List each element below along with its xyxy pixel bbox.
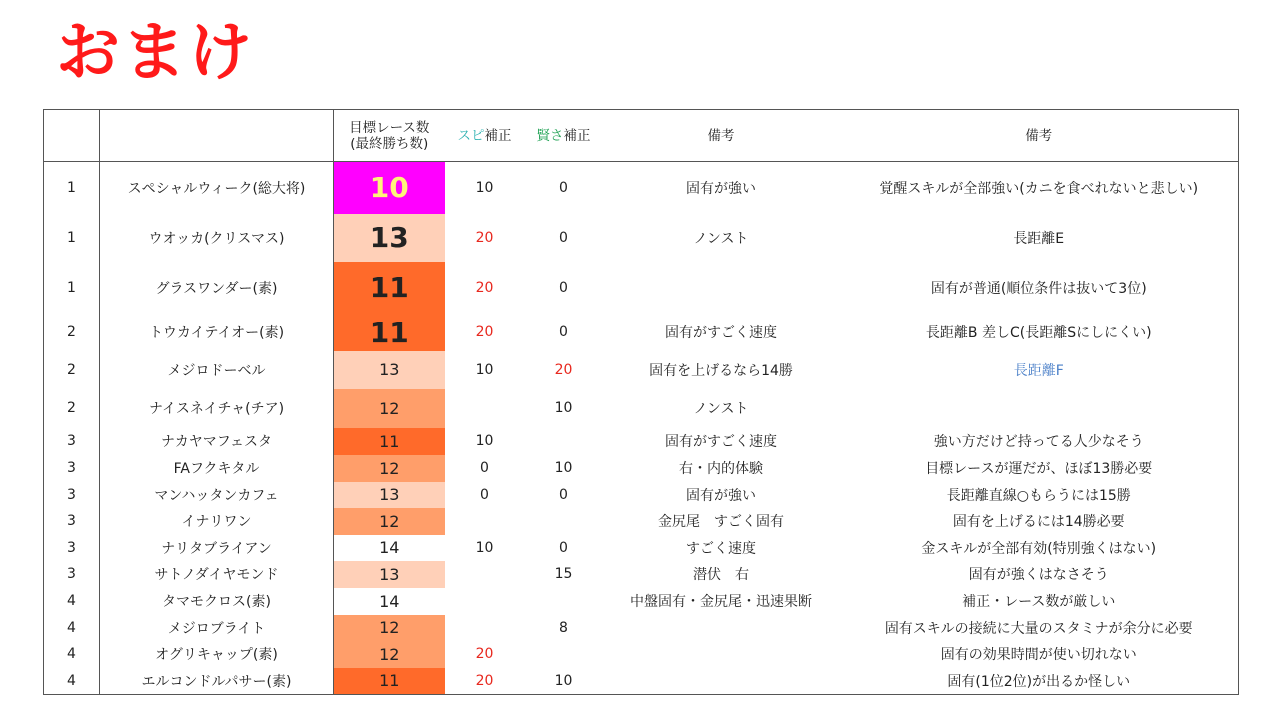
table-row: [44, 508, 1239, 535]
cell-races: 12: [334, 455, 445, 482]
col-header-name: [100, 110, 334, 162]
cell-speed: [445, 389, 525, 428]
cell-rank: 2: [44, 314, 100, 351]
cell-name: メジロブライト: [100, 615, 334, 641]
cell-races: 10: [334, 162, 445, 214]
cell-wisdom: [525, 641, 603, 668]
cell-speed: 10: [475, 539, 494, 556]
page-title: おまけ: [56, 16, 254, 90]
cell-rank: 1: [44, 262, 100, 314]
cell-note2: 固有が普通(順位条件は抜いて3位): [840, 262, 1239, 314]
cell-races: 13: [334, 214, 445, 262]
cell-races: 12: [334, 508, 445, 535]
cell-note2: 覚醒スキルが全部強い(カニを食べれないと悲しい): [840, 162, 1239, 214]
cell-wisdom: 0: [559, 179, 568, 196]
table-row: [44, 262, 1239, 314]
cell-note1: 固有を上げるなら14勝: [649, 362, 793, 379]
table-row: [44, 561, 1239, 588]
cell-rank: 3: [44, 508, 100, 535]
cell-speed: 0: [480, 486, 489, 503]
cell-wisdom: [525, 588, 603, 615]
cell-note1: 中盤固有・金尻尾・迅速果断: [630, 594, 812, 610]
cell-note2: [840, 389, 1239, 428]
cell-speed: 20: [475, 646, 494, 662]
cell-note2: 固有を上げるには14勝必要: [840, 508, 1239, 535]
cell-name: マンハッタンカフェ: [100, 482, 334, 508]
table-row: [44, 428, 1239, 455]
cell-note2: 長距離直線○もらうには15勝: [840, 482, 1239, 508]
cell-name: スペシャルウィーク(総大将): [100, 162, 334, 214]
cell-rank: 1: [44, 214, 100, 262]
col-header-races-line2: (最終勝ち数): [350, 135, 429, 152]
cell-wisdom: [525, 508, 603, 535]
cell-note1: 固有がすごく速度: [665, 325, 777, 341]
cell-note2: 金スキルが全部有効(特別強くはない): [840, 535, 1239, 561]
table-row: [44, 455, 1239, 482]
cell-speed: 10: [475, 361, 494, 378]
cell-note2: 固有が強くはなさそう: [840, 561, 1239, 588]
table-row: [44, 535, 1239, 561]
table-row: [44, 615, 1239, 641]
cell-note1: [603, 615, 840, 641]
col-header-speed-rest: 補正: [484, 127, 512, 144]
cell-name: メジロドーベル: [100, 351, 334, 389]
cell-note1: [603, 668, 840, 695]
cell-note1: [603, 641, 840, 668]
cell-name: ウオッカ(クリスマス): [100, 214, 334, 262]
table-row: [44, 389, 1239, 428]
cell-races: 11: [334, 668, 445, 695]
cell-speed: 10: [475, 433, 494, 449]
cell-name: オグリキャップ(素): [100, 641, 334, 668]
cell-races: 12: [334, 389, 445, 428]
cell-speed: 20: [445, 668, 525, 695]
cell-note2: 補正・レース数が厳しい: [840, 588, 1239, 615]
cell-rank: 3: [44, 455, 100, 482]
cell-note2: 長距離B 差しC(長距離Sにしにくい): [840, 314, 1239, 351]
ranking-table: [43, 109, 1239, 695]
cell-name: タマモクロス(素): [100, 588, 334, 615]
table-row: [44, 214, 1239, 262]
table-row: [44, 588, 1239, 615]
cell-name: ナイスネイチャ(チア): [100, 389, 334, 428]
table-row: [44, 668, 1239, 695]
cell-speed: [445, 561, 525, 588]
cell-rank: 2: [44, 389, 100, 428]
cell-rank: 4: [44, 615, 100, 641]
cell-wisdom: 0: [559, 279, 568, 296]
cell-note2: 長距離E: [840, 214, 1239, 262]
cell-rank: 3: [44, 561, 100, 588]
cell-wisdom: 0: [559, 229, 568, 246]
cell-races: 13: [334, 561, 445, 588]
cell-note1: ノンスト: [693, 401, 749, 417]
cell-note1: 潜伏 右: [693, 567, 749, 583]
cell-speed: [445, 615, 525, 641]
cell-speed: [445, 588, 525, 615]
cell-speed: 10: [475, 179, 494, 196]
cell-wisdom: 0: [559, 324, 568, 340]
cell-races: 14: [334, 535, 445, 561]
cell-name: FAフクキタル: [100, 455, 334, 482]
cell-wisdom: 20: [554, 361, 573, 378]
cell-races: 12: [334, 641, 445, 668]
cell-rank: 1: [44, 162, 100, 214]
cell-rank: 4: [44, 641, 100, 668]
cell-rank: 4: [44, 668, 100, 695]
cell-wisdom: 10: [525, 668, 603, 695]
cell-note2: 固有(1位2位)が出るか怪しい: [840, 668, 1239, 695]
cell-races: 13: [334, 351, 445, 389]
col-header-wisdom-rest: 補正: [563, 127, 591, 144]
cell-wisdom: [525, 428, 603, 455]
table-row: [44, 482, 1239, 508]
cell-wisdom: 8: [559, 619, 568, 636]
cell-name: サトノダイヤモンド: [100, 561, 334, 588]
cell-speed: 20: [475, 324, 494, 340]
cell-rank: 3: [44, 535, 100, 561]
col-header-speed: [445, 110, 525, 162]
cell-note2: 強い方だけど持ってる人少なそう: [840, 428, 1239, 455]
cell-note2: 固有の効果時間が使い切れない: [840, 641, 1239, 668]
cell-note1: ノンスト: [693, 230, 749, 247]
cell-note2: 長距離F: [840, 351, 1239, 389]
col-header-notes2: 備考: [840, 110, 1239, 162]
cell-rank: 2: [44, 351, 100, 389]
cell-races: 13: [334, 482, 445, 508]
cell-speed: 20: [475, 229, 494, 246]
cell-name: ナリタブライアン: [100, 535, 334, 561]
cell-note2: 目標レースが運だが、ほぼ13勝必要: [840, 455, 1239, 482]
cell-note1: 固有がすごく速度: [665, 434, 777, 450]
table-header-row: [44, 110, 1239, 162]
table-row: [44, 162, 1239, 214]
cell-rank: 3: [44, 428, 100, 455]
cell-races: 14: [334, 588, 445, 615]
cell-wisdom: 0: [559, 539, 568, 556]
cell-note1: [603, 262, 840, 314]
table-row: [44, 314, 1239, 351]
cell-name: トウカイテイオー(素): [100, 314, 334, 351]
cell-name: エルコンドルパサー(素): [100, 668, 334, 695]
cell-races: 11: [334, 262, 445, 314]
cell-wisdom: 15: [554, 566, 573, 582]
cell-note1: すごく速度: [686, 540, 756, 557]
cell-note1: 金尻尾 すごく固有: [658, 514, 784, 530]
cell-rank: 4: [44, 588, 100, 615]
cell-name: イナリワン: [100, 508, 334, 535]
cell-speed: 20: [475, 279, 494, 296]
cell-races: 11: [334, 428, 445, 455]
col-header-wisdom-colored: 賢さ: [536, 127, 564, 144]
cell-name: ナカヤマフェスタ: [100, 428, 334, 455]
col-header-speed-colored: スピ: [457, 127, 485, 144]
col-header-races-line1: 目標レース数: [349, 119, 430, 136]
cell-races: 11: [334, 314, 445, 351]
col-header-races: [334, 110, 445, 162]
cell-speed: [445, 508, 525, 535]
col-header-rank: [44, 110, 100, 162]
cell-rank: 3: [44, 482, 100, 508]
cell-note1: 固有が強い: [686, 180, 756, 197]
cell-speed: 0: [480, 460, 489, 476]
cell-wisdom: 10: [554, 460, 573, 476]
col-header-notes1: 備考: [603, 110, 840, 162]
cell-note1: 右・内的体験: [679, 461, 763, 477]
table-row: [44, 641, 1239, 668]
cell-note1: 固有が強い: [686, 487, 756, 504]
cell-wisdom: 10: [554, 400, 573, 416]
cell-note2: 固有スキルの接続に大量のスタミナが余分に必要: [840, 615, 1239, 641]
col-header-wisdom: [525, 110, 603, 162]
table-row: [44, 351, 1239, 389]
cell-wisdom: 0: [559, 486, 568, 503]
cell-races: 12: [334, 615, 445, 641]
cell-name: グラスワンダー(素): [100, 262, 334, 314]
